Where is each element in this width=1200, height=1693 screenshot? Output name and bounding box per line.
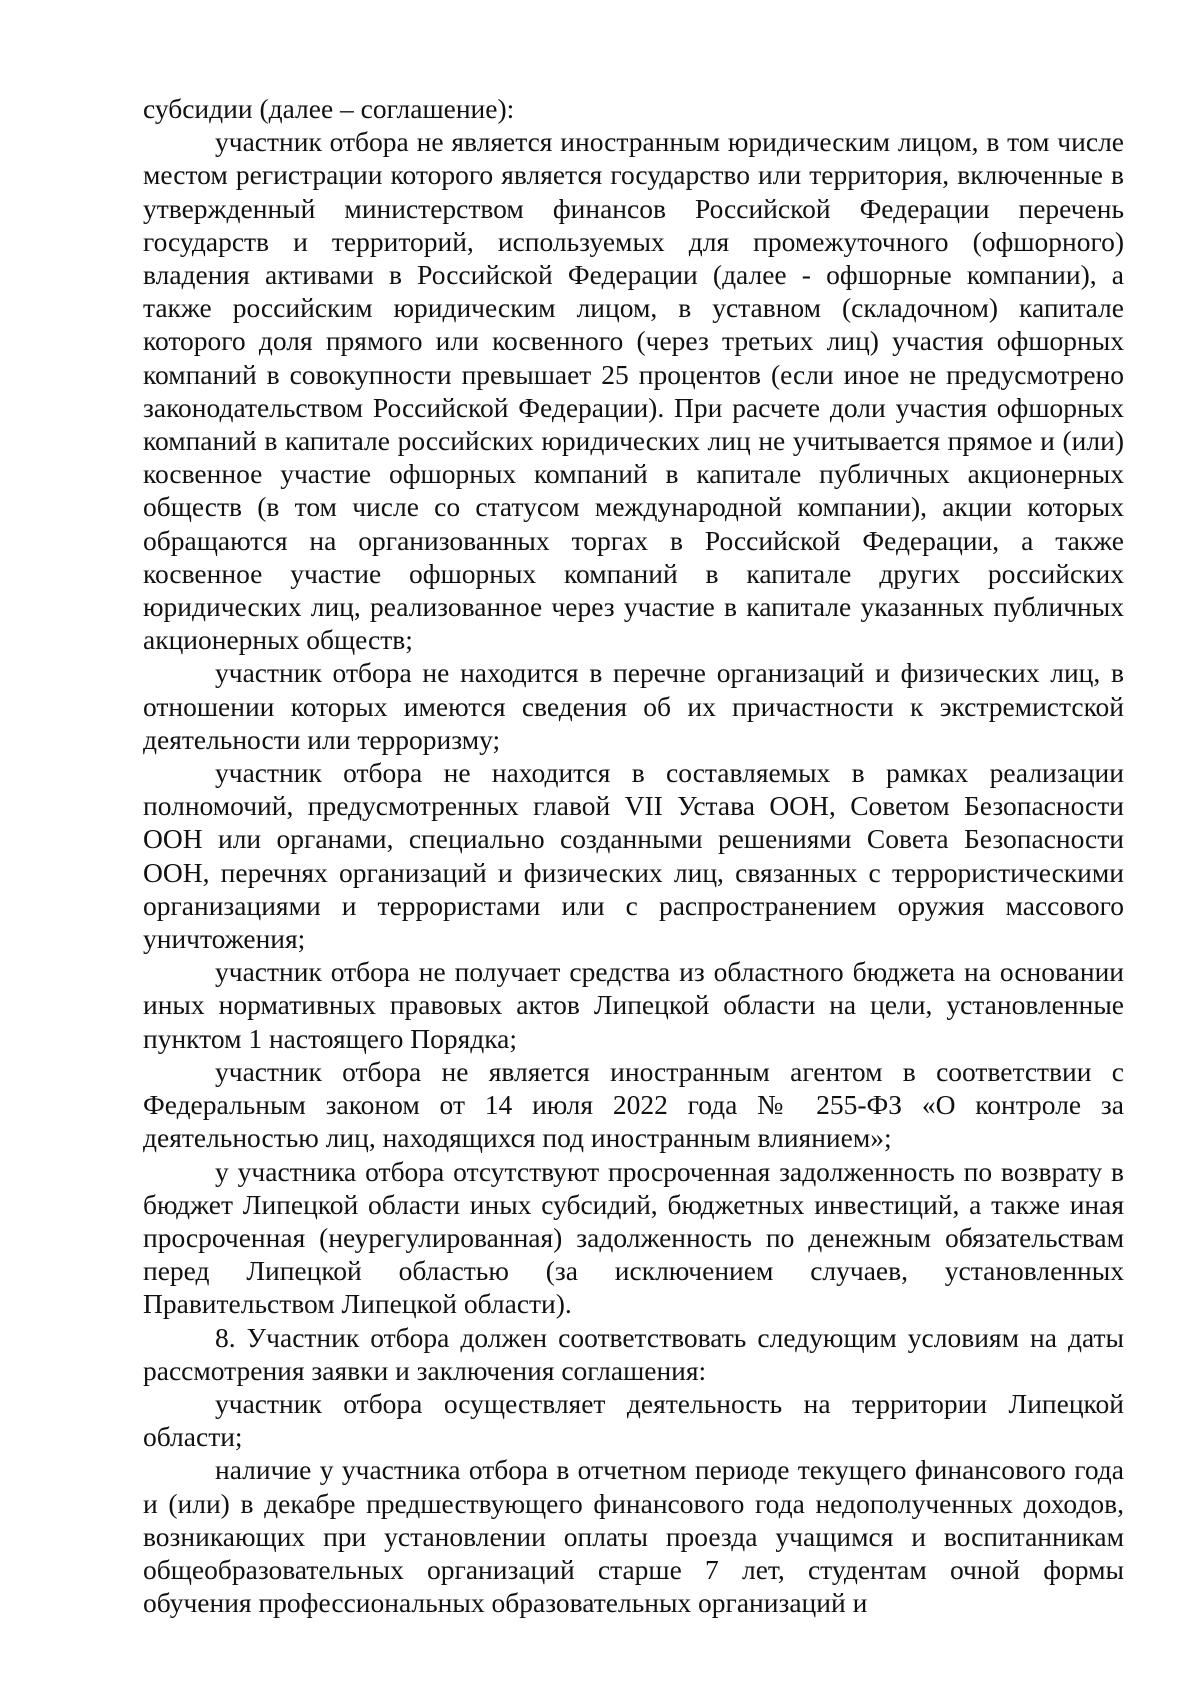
paragraph-foreign-agent-condition: участник отбора не является иностранным агентом в соответствии с Федеральным законом от 14 июля 2022 года № 255-ФЗ «О контроле за деятельностью лиц, находящихся под иностранным влиянием»; [143,1055,1124,1154]
paragraph-un-sanctions-condition: участник отбора не находится в составляемых в рамках реализации полномочий, предусмотренных главой VII Устава ООН, Советом Безопасности ООН или органами, специально созданными решениями Совета Безопасности ООН, перечнях организаций и физических лиц, связанных с террористическими организациями и террористами или с распространением оружия массового уничтожения; [143,757,1124,955]
paragraph-budget-funds-condition: участник отбора не получает средства из областного бюджета на основании иных нормативных правовых актов Липецкой области на цели, установленные пунктом 1 настоящего Порядка; [143,956,1124,1054]
paragraph-lost-income-condition: наличие у участника отбора в отчетном периоде текущего финансового года и (или) в декабре предшествующего финансового года недополученных доходов, возникающих при установлении оплаты проезда учащимся и воспитанникам общеобразовательных организаций старше 7 лет, студентам очной формы обучения профессиональных образовательных организаций и [143,1454,1124,1619]
paragraph-extremism-condition: участник отбора не находится в перечне организаций и физических лиц, в отношении которых имеются сведения об их причастности к экстремистской деятельности или терроризму; [143,657,1124,755]
paragraph-section-8: 8. Участник отбора должен соответствовать следующим условиям на даты рассмотрения заявки и заключения соглашения: [143,1321,1124,1386]
document-body [143,92,1124,1619]
paragraph-offshore-condition: участник отбора не является иностранным юридическим лицом, в том числе местом регистрации которого является государство или территория, включенные в утвержденный министерством финансов Российской Федерации перечень государств и территорий, используемых для промежуточного (офшорного) владения активами в Российской Федерации (далее - офшорные компании), а также российским юридическим лицом, в уставном (складочном) капитале которого доля прямого или косвенного (через третьих лиц) участия офшорных компаний в совокупности превышает 25 процентов (если иное не предусмотрено законодательством Российской Федерации). При расчете доли участия офшорных компаний в капитале российских юридических лиц не учитывается прямое и (или) косвенное участие офшорных компаний в капитале публичных акционерных обществ (в том числе со статусом международной компании), акции которых обращаются на организованных торгах в Российской Федерации, а также косвенное участие офшорных компаний в капитале других российских юридических лиц, реализованное через участие в капитале указанных публичных акционерных обществ; [143,126,1124,656]
paragraph-territory-condition: участник отбора осуществляет деятельность на территории Липецкой области; [143,1387,1124,1453]
paragraph-debt-condition: у участника отбора отсутствуют просроченная задолженность по возврату в бюджет Липецкой области иных субсидий, бюджетных инвестиций, а также иная просроченная (неурегулированная) задолженность по денежным обязательствам перед Липецкой областью (за исключением случаев, установленных Правительством Липецкой области). [143,1155,1124,1320]
paragraph-subsidy-continuation: субсидии (далее – соглашение): [143,93,515,124]
